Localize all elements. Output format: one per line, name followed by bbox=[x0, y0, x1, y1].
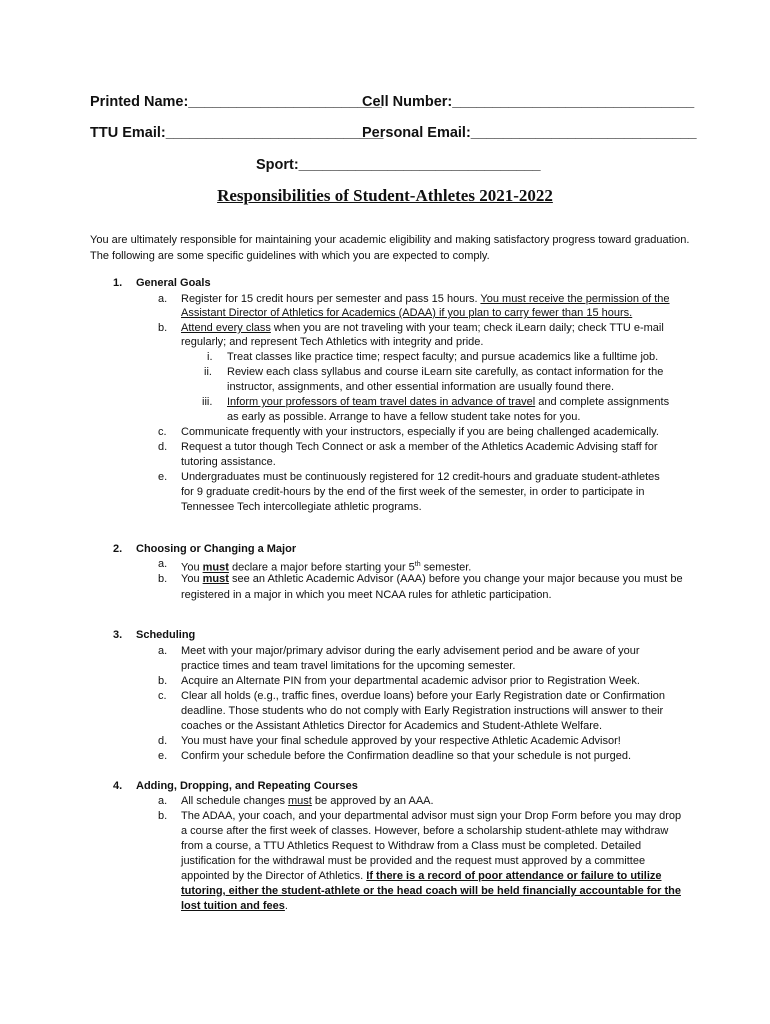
section-1-b-i: Treat classes like practice time; respect faculty; and pursue academics like a fulltime job. bbox=[227, 351, 659, 363]
section-2-b-line-1: You must see an Athletic Academic Advisor (AAA) before you change your major because you must be bbox=[181, 573, 683, 585]
item-marker: c. bbox=[158, 426, 167, 438]
item-marker: c. bbox=[158, 690, 167, 702]
item-marker: e. bbox=[158, 471, 168, 483]
cell-number-field[interactable]: Cell Number:______________________________ bbox=[362, 94, 695, 110]
section-4-b-line-6: tutoring, either the student-athlete or the head coach will be held financially accountable for the bbox=[181, 885, 681, 897]
section-4-a: All schedule changes must be approved by an AAA. bbox=[181, 795, 434, 807]
section-4-number: 4. bbox=[113, 780, 123, 792]
item-marker: d. bbox=[158, 441, 168, 453]
section-1-b-line-2: regularly; and represent Tech Athletics with integrity and pride. bbox=[181, 336, 484, 348]
section-2-heading: Choosing or Changing a Major bbox=[136, 543, 297, 555]
section-1-a-line-1: Register for 15 credit hours per semester and pass 15 hours. You must receive the permission of the bbox=[181, 293, 670, 305]
section-4-b-line-4: justification for the withdrawal must be provided and the request must approved by a committee bbox=[181, 855, 646, 867]
section-1-e-line-2: for 9 graduate credit-hours by the end of the first week of the semester, in order to participate in bbox=[181, 486, 645, 498]
section-1-number: 1. bbox=[113, 277, 123, 289]
item-marker: d. bbox=[158, 735, 168, 747]
section-1-heading: General Goals bbox=[136, 277, 211, 289]
subitem-marker: i. bbox=[207, 351, 213, 363]
section-3-e: Confirm your schedule before the Confirmation deadline so that your schedule is not purged. bbox=[181, 750, 632, 762]
section-3-b: Acquire an Alternate PIN from your departmental academic advisor prior to Registration Week. bbox=[181, 675, 640, 687]
item-marker: a. bbox=[158, 795, 168, 807]
item-marker: b. bbox=[158, 675, 168, 687]
section-3-c-line-1: Clear all holds (e.g., traffic fines, overdue loans) before your Early Registration date or Confirmation bbox=[181, 690, 666, 702]
section-1-b-ii-line-2: instructor, assignments, and other essential information are usually found there. bbox=[227, 381, 615, 393]
subitem-marker: ii. bbox=[204, 366, 212, 378]
section-1-a-line-2: Assistant Director of Athletics for Academics (ADAA) if you plan to carry fewer than 15 hours. bbox=[181, 307, 633, 319]
section-3-c-line-3: coaches or the Assistant Athletics Director for Academics and Student-Athlete Welfare. bbox=[181, 720, 603, 732]
section-3-heading: Scheduling bbox=[136, 629, 196, 641]
section-3-a-line-2: practice times and team travel limitations for the upcoming semester. bbox=[181, 660, 516, 672]
section-4-heading: Adding, Dropping, and Repeating Courses bbox=[136, 780, 358, 792]
sport-field[interactable]: Sport:______________________________ bbox=[256, 157, 541, 173]
section-1-c: Communicate frequently with your instructors, especially if you are being challenged academically. bbox=[181, 426, 659, 438]
item-marker: b. bbox=[158, 322, 168, 334]
section-1-b-line-1: Attend every class when you are not traveling with your team; check iLearn daily; check TTU e-mail bbox=[181, 322, 664, 334]
intro-paragraph: You are ultimately responsible for maintaining your academic eligibility and making satisfactory progress toward graduation. The following are some specific guidelines with which you are expected to comply. bbox=[90, 234, 690, 262]
item-marker: a. bbox=[158, 558, 168, 570]
section-1-e-line-3: Tennessee Tech intercollegiate athletic programs. bbox=[181, 501, 422, 513]
section-3-c-line-2: deadline. Those students who do not comply with Early Registration instructions will answer to their bbox=[181, 705, 664, 717]
item-marker: a. bbox=[158, 293, 168, 305]
item-marker: e. bbox=[158, 750, 168, 762]
section-4-b-line-5: appointed by the Director of Athletics. If there is a record of poor attendance or failure to utilize bbox=[181, 870, 662, 882]
section-1-b-ii-line-1: Review each class syllabus and course iLearn site carefully, as contact information for the bbox=[227, 366, 664, 378]
section-3-number: 3. bbox=[113, 629, 123, 641]
section-2-a: You must declare a major before starting your 5th semester. bbox=[181, 561, 472, 574]
section-2-b-line-2: registered in a major in which you meet NCAA rules for athletic participation. bbox=[181, 589, 552, 601]
section-1-d-line-1: Request a tutor though Tech Connect or ask a member of the Athletics Academic Advising staff for bbox=[181, 441, 658, 453]
section-1-b-iii-line-1: Inform your professors of team travel dates in advance of travel and complete assignments bbox=[227, 396, 670, 408]
ttu-email-field[interactable]: TTU Email:___________________________ bbox=[90, 125, 384, 141]
section-2-number: 2. bbox=[113, 543, 123, 555]
section-3-d: You must have your final schedule approved by your respective Athletic Academic Advisor! bbox=[181, 735, 621, 747]
section-3-a-line-1: Meet with your major/primary advisor during the early advisement period and be aware of your bbox=[181, 645, 640, 657]
section-4-b-line-3: from a course, a TTU Athletics Request to Withdraw from a Class must be completed. Detailed bbox=[181, 840, 642, 852]
subitem-marker: iii. bbox=[202, 396, 213, 408]
document-title: Responsibilities of Student-Athletes 2021-2022 bbox=[217, 186, 553, 205]
section-1-b-iii-line-2: as early as possible. Arrange to have a fellow student take notes for you. bbox=[227, 411, 581, 423]
section-4-b-line-1: The ADAA, your coach, and your departmental advisor must sign your Drop Form before you may drop bbox=[181, 810, 682, 822]
section-4-b-line-7: lost tuition and fees. bbox=[181, 900, 288, 912]
section-1-d-line-2: tutoring assistance. bbox=[181, 456, 276, 468]
item-marker: a. bbox=[158, 645, 168, 657]
item-marker: b. bbox=[158, 573, 168, 585]
section-1-e-line-1: Undergraduates must be continuously registered for 12 credit-hours and graduate student-athletes bbox=[181, 471, 660, 483]
section-4-b-line-2: a course after the first week of classes. However, before a scholarship student-athlete may withdraw bbox=[181, 825, 669, 837]
personal-email-field[interactable]: Personal Email:____________________________ bbox=[362, 125, 697, 141]
printed-name-field[interactable]: Printed Name:________________________ bbox=[90, 94, 382, 110]
item-marker: b. bbox=[158, 810, 168, 822]
